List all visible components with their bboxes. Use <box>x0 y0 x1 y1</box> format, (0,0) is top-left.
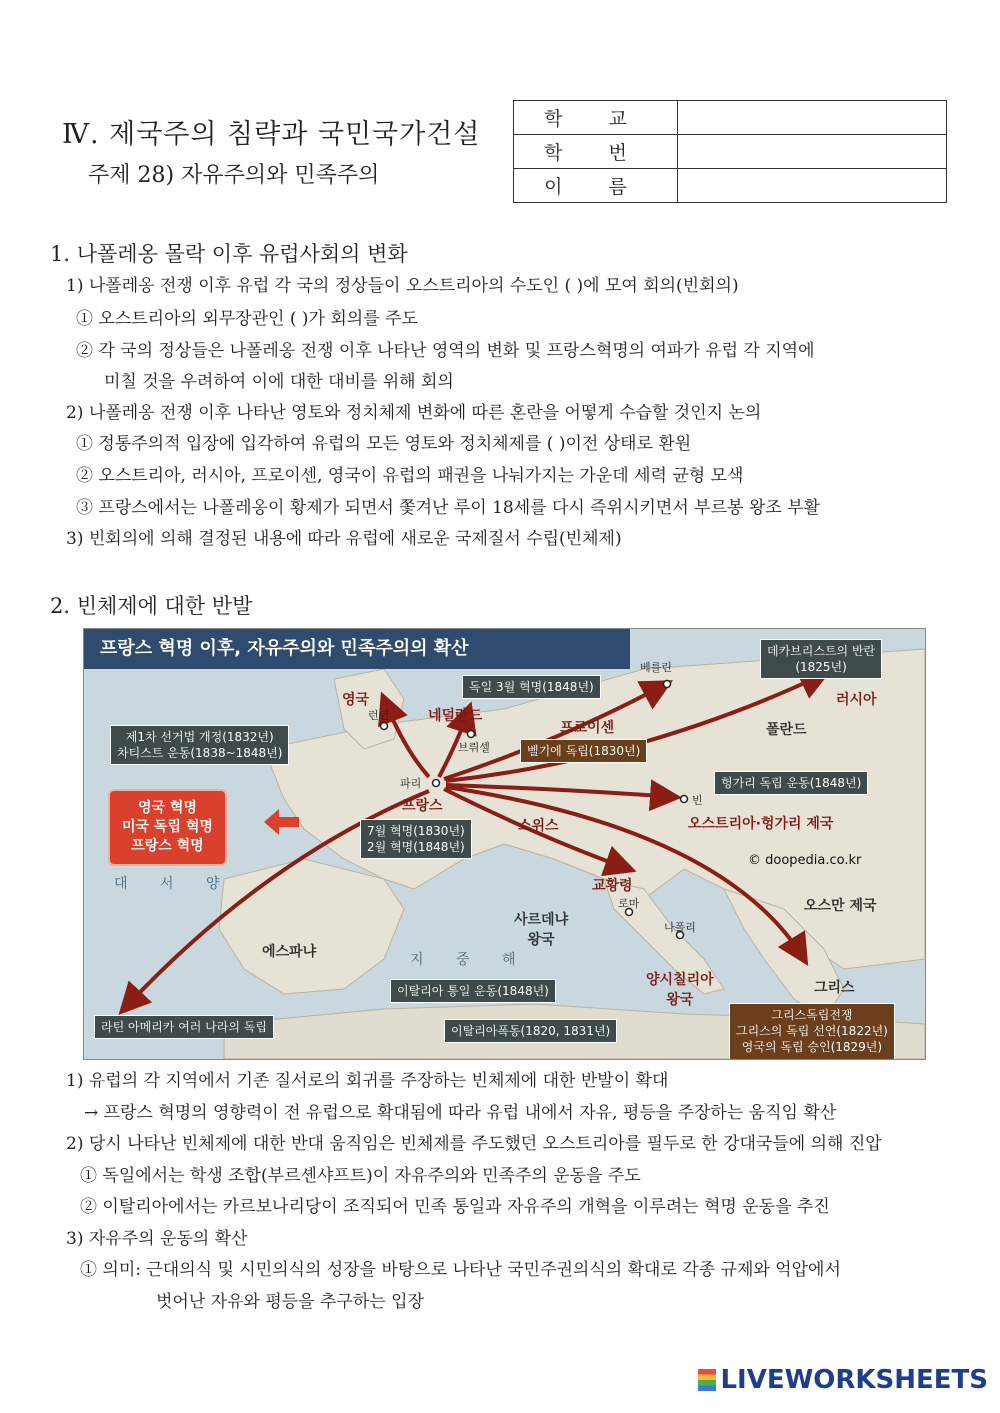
france-line-1: 7월 혁명(1830년) <box>367 824 465 838</box>
hungary-box <box>714 771 868 795</box>
info-row-number <box>514 135 947 169</box>
s2-line-6: 3) 자유주의 운동의 확산 <box>66 1229 248 1249</box>
italy-revolt-box <box>444 1019 617 1043</box>
britain-line-1: 제1차 선거법 개정(1832년) <box>125 730 274 744</box>
label-austria: 오스트리아·헝가리 제국 <box>688 816 834 832</box>
s1-line-9: 3) 빈회의에 의해 결정된 내용에 따라 유럽에 새로운 국제질서 수립(빈체제) <box>66 529 622 549</box>
label-atlantic: 대 서 양 <box>114 876 234 892</box>
greece-box <box>729 1003 895 1060</box>
italy-unification-box <box>390 979 556 1003</box>
info-label-name: 이 름 <box>514 169 678 203</box>
latin-america-line-1: 라틴 아메리카 여러 나라의 독립 <box>101 1020 267 1034</box>
s2-line-1: 1) 유럽의 각 지역에서 기존 질서로의 회귀를 주장하는 빈체제에 대한 반발이 확대 <box>66 1071 669 1091</box>
decembrist-line-1: 데카브리스트의 반란 <box>767 644 876 658</box>
info-label-number: 학 번 <box>514 135 678 169</box>
decembrist-line-2: (1825년) <box>795 660 847 675</box>
s1-line-4: 미칠 것을 우려하여 이에 대한 대비를 위해 회의 <box>104 372 454 392</box>
label-netherlands: 네덜란드 <box>428 708 483 724</box>
hungary-line-1: 헝가리 독립 운동(1848년) <box>721 776 862 790</box>
section1-heading: 1. 나폴레옹 몰락 이후 유럽사회의 변화 <box>50 242 408 266</box>
logo-blocks-icon <box>698 1369 716 1391</box>
berlin-dot <box>664 681 671 688</box>
s1-line-6: ① 정통주의적 입장에 입각하여 유럽의 모든 영토와 정치체제를 ( )이전 상태로 환원 <box>76 434 692 454</box>
italy-revolt-line-1: 이탈리아폭동(1820, 1831년) <box>451 1024 611 1038</box>
causes-line-1: 영국 혁명 <box>137 800 197 816</box>
worksheet-subtitle: 주제 28) 자유주의와 민족주의 <box>88 163 380 188</box>
belgium-line-1: 벨기에 독립(1830년) <box>527 744 641 758</box>
student-number-field[interactable] <box>678 135 947 169</box>
worksheet-title: Ⅳ. 제국주의 침략과 국민국가건설 <box>62 119 481 150</box>
label-papal-states: 교황령 <box>592 878 633 894</box>
s1-line-3: ② 각 국의 정상들은 나폴레옹 전쟁 이후 나타난 영역의 변화 및 프랑스혁명의 여파가 유럽 각 지역에 <box>76 341 815 361</box>
italy-unification-line-1: 이탈리아 통일 운동(1848년) <box>397 984 549 998</box>
belgium-box <box>520 739 647 763</box>
s2-line-4: ① 독일에서는 학생 조합(부르셴샤프트)이 자유주의와 민족주의 운동을 주도 <box>80 1166 641 1186</box>
s2-line-3: 2) 당시 나타난 빈체제에 대한 반대 움직임은 빈체제를 주도했던 오스트리아를 필두로 한 강대국들에 의해 진압 <box>66 1134 882 1154</box>
s2-line-7: ① 의미: 근대의식 및 시민의식의 성장을 바탕으로 나타난 국민주권의식의 확대로 각종 규제와 억압에서 <box>80 1260 841 1280</box>
vienna-dot <box>681 796 688 803</box>
label-brussels: 브뤼셀 <box>458 741 490 754</box>
europe-map <box>83 628 926 1060</box>
label-mediterranean: 지 중 해 <box>410 952 530 968</box>
label-ottoman: 오스만 제국 <box>804 898 877 914</box>
label-london: 런던 <box>368 709 390 722</box>
label-spain: 에스파냐 <box>262 944 317 960</box>
label-two-sicilies: 양시칠리아 왕국 <box>646 972 714 1008</box>
section2-heading: 2. 빈체제에 대한 반발 <box>50 594 253 618</box>
germany-box <box>462 675 601 699</box>
britain-line-2: 차티스트 운동(1838~1848년) <box>117 746 283 761</box>
causes-line-2: 미국 독립 혁명 <box>122 818 213 835</box>
label-vienna: 빈 <box>692 794 703 807</box>
map-title: 프랑스 혁명 이후, 자유주의와 민족주의의 확산 <box>84 629 630 669</box>
label-berlin: 베를린 <box>640 661 672 674</box>
label-england: 영국 <box>342 692 370 708</box>
liveworksheets-logo[interactable] <box>698 1365 988 1395</box>
decembrist-box <box>760 639 882 679</box>
latin-america-box <box>94 1015 274 1039</box>
causes-line-3: 프랑스 혁명 <box>131 837 204 854</box>
label-naples: 나폴리 <box>664 921 696 934</box>
label-rome: 로마 <box>618 897 640 910</box>
label-france: 프랑스 <box>402 798 443 814</box>
s1-line-1: 1) 나폴레옹 전쟁 이후 유럽 각 국의 정상들이 오스트리아의 수도인 ( )에 모여 회의(빈회의) <box>66 276 739 296</box>
greece-line-3: 영국의 독립 승인(1829년) <box>741 1040 883 1055</box>
s1-line-5: 2) 나폴레옹 전쟁 이후 나타난 영토와 정치체제 변화에 따른 혼란을 어떻게 수습할 것인지 논의 <box>66 403 762 423</box>
france-line-2: 2월 혁명(1848년) <box>367 840 465 855</box>
france-box <box>360 819 472 859</box>
label-swiss: 스위스 <box>518 818 559 834</box>
label-prussia: 프로이센 <box>560 720 615 736</box>
label-paris: 파리 <box>400 777 422 790</box>
s1-line-8: ③ 프랑스에서는 나폴레옹이 황제가 되면서 쫓겨난 루이 18세를 다시 즉위시키면서 부르봉 왕조 부활 <box>76 498 820 518</box>
s1-line-7: ② 오스트리아, 러시아, 프로이센, 영국이 유럽의 패권을 나눠가지는 가운데 세력 균형 모색 <box>76 466 744 486</box>
germany-line-1: 독일 3월 혁명(1848년) <box>469 680 594 694</box>
label-sardinia: 사르데냐 왕국 <box>514 912 569 948</box>
label-poland: 폴란드 <box>766 722 807 738</box>
info-row-school <box>514 101 947 135</box>
greece-line-1: 그리스독립전쟁 <box>771 1008 853 1022</box>
brussels-dot <box>468 731 475 738</box>
s2-line-5: ② 이탈리아에서는 카르보나리당이 조직되어 민족 통일과 자유주의 개혁을 이루려는 혁명 운동을 추진 <box>80 1197 830 1217</box>
info-label-school: 학 교 <box>514 101 678 135</box>
causes-box <box>108 789 227 866</box>
label-russia: 러시아 <box>836 692 877 708</box>
name-field[interactable] <box>678 169 947 203</box>
land-iberia <box>219 859 404 994</box>
student-info-table <box>513 100 947 203</box>
s2-line-8: 벗어난 자유와 평등을 추구하는 입장 <box>156 1292 424 1312</box>
label-greece: 그리스 <box>814 980 855 996</box>
school-field[interactable] <box>678 101 947 135</box>
greece-line-2: 그리스의 독립 선언(1822년) <box>736 1024 888 1039</box>
britain-box <box>110 725 289 765</box>
info-row-name <box>514 169 947 203</box>
paris-dot <box>433 780 440 787</box>
s1-line-2: ① 오스트리아의 외무장관인 ( )가 회의를 주도 <box>76 309 418 329</box>
map-credit: © doopedia.co.kr <box>748 853 862 868</box>
logo-text: LIVEWORKSHEETS <box>720 1365 988 1395</box>
s2-line-2: → 프랑스 혁명의 영향력이 전 유럽으로 확대됨에 따라 유럽 내에서 자유, 평등을 주장하는 움직임 확산 <box>84 1103 837 1123</box>
london-dot <box>381 723 388 730</box>
